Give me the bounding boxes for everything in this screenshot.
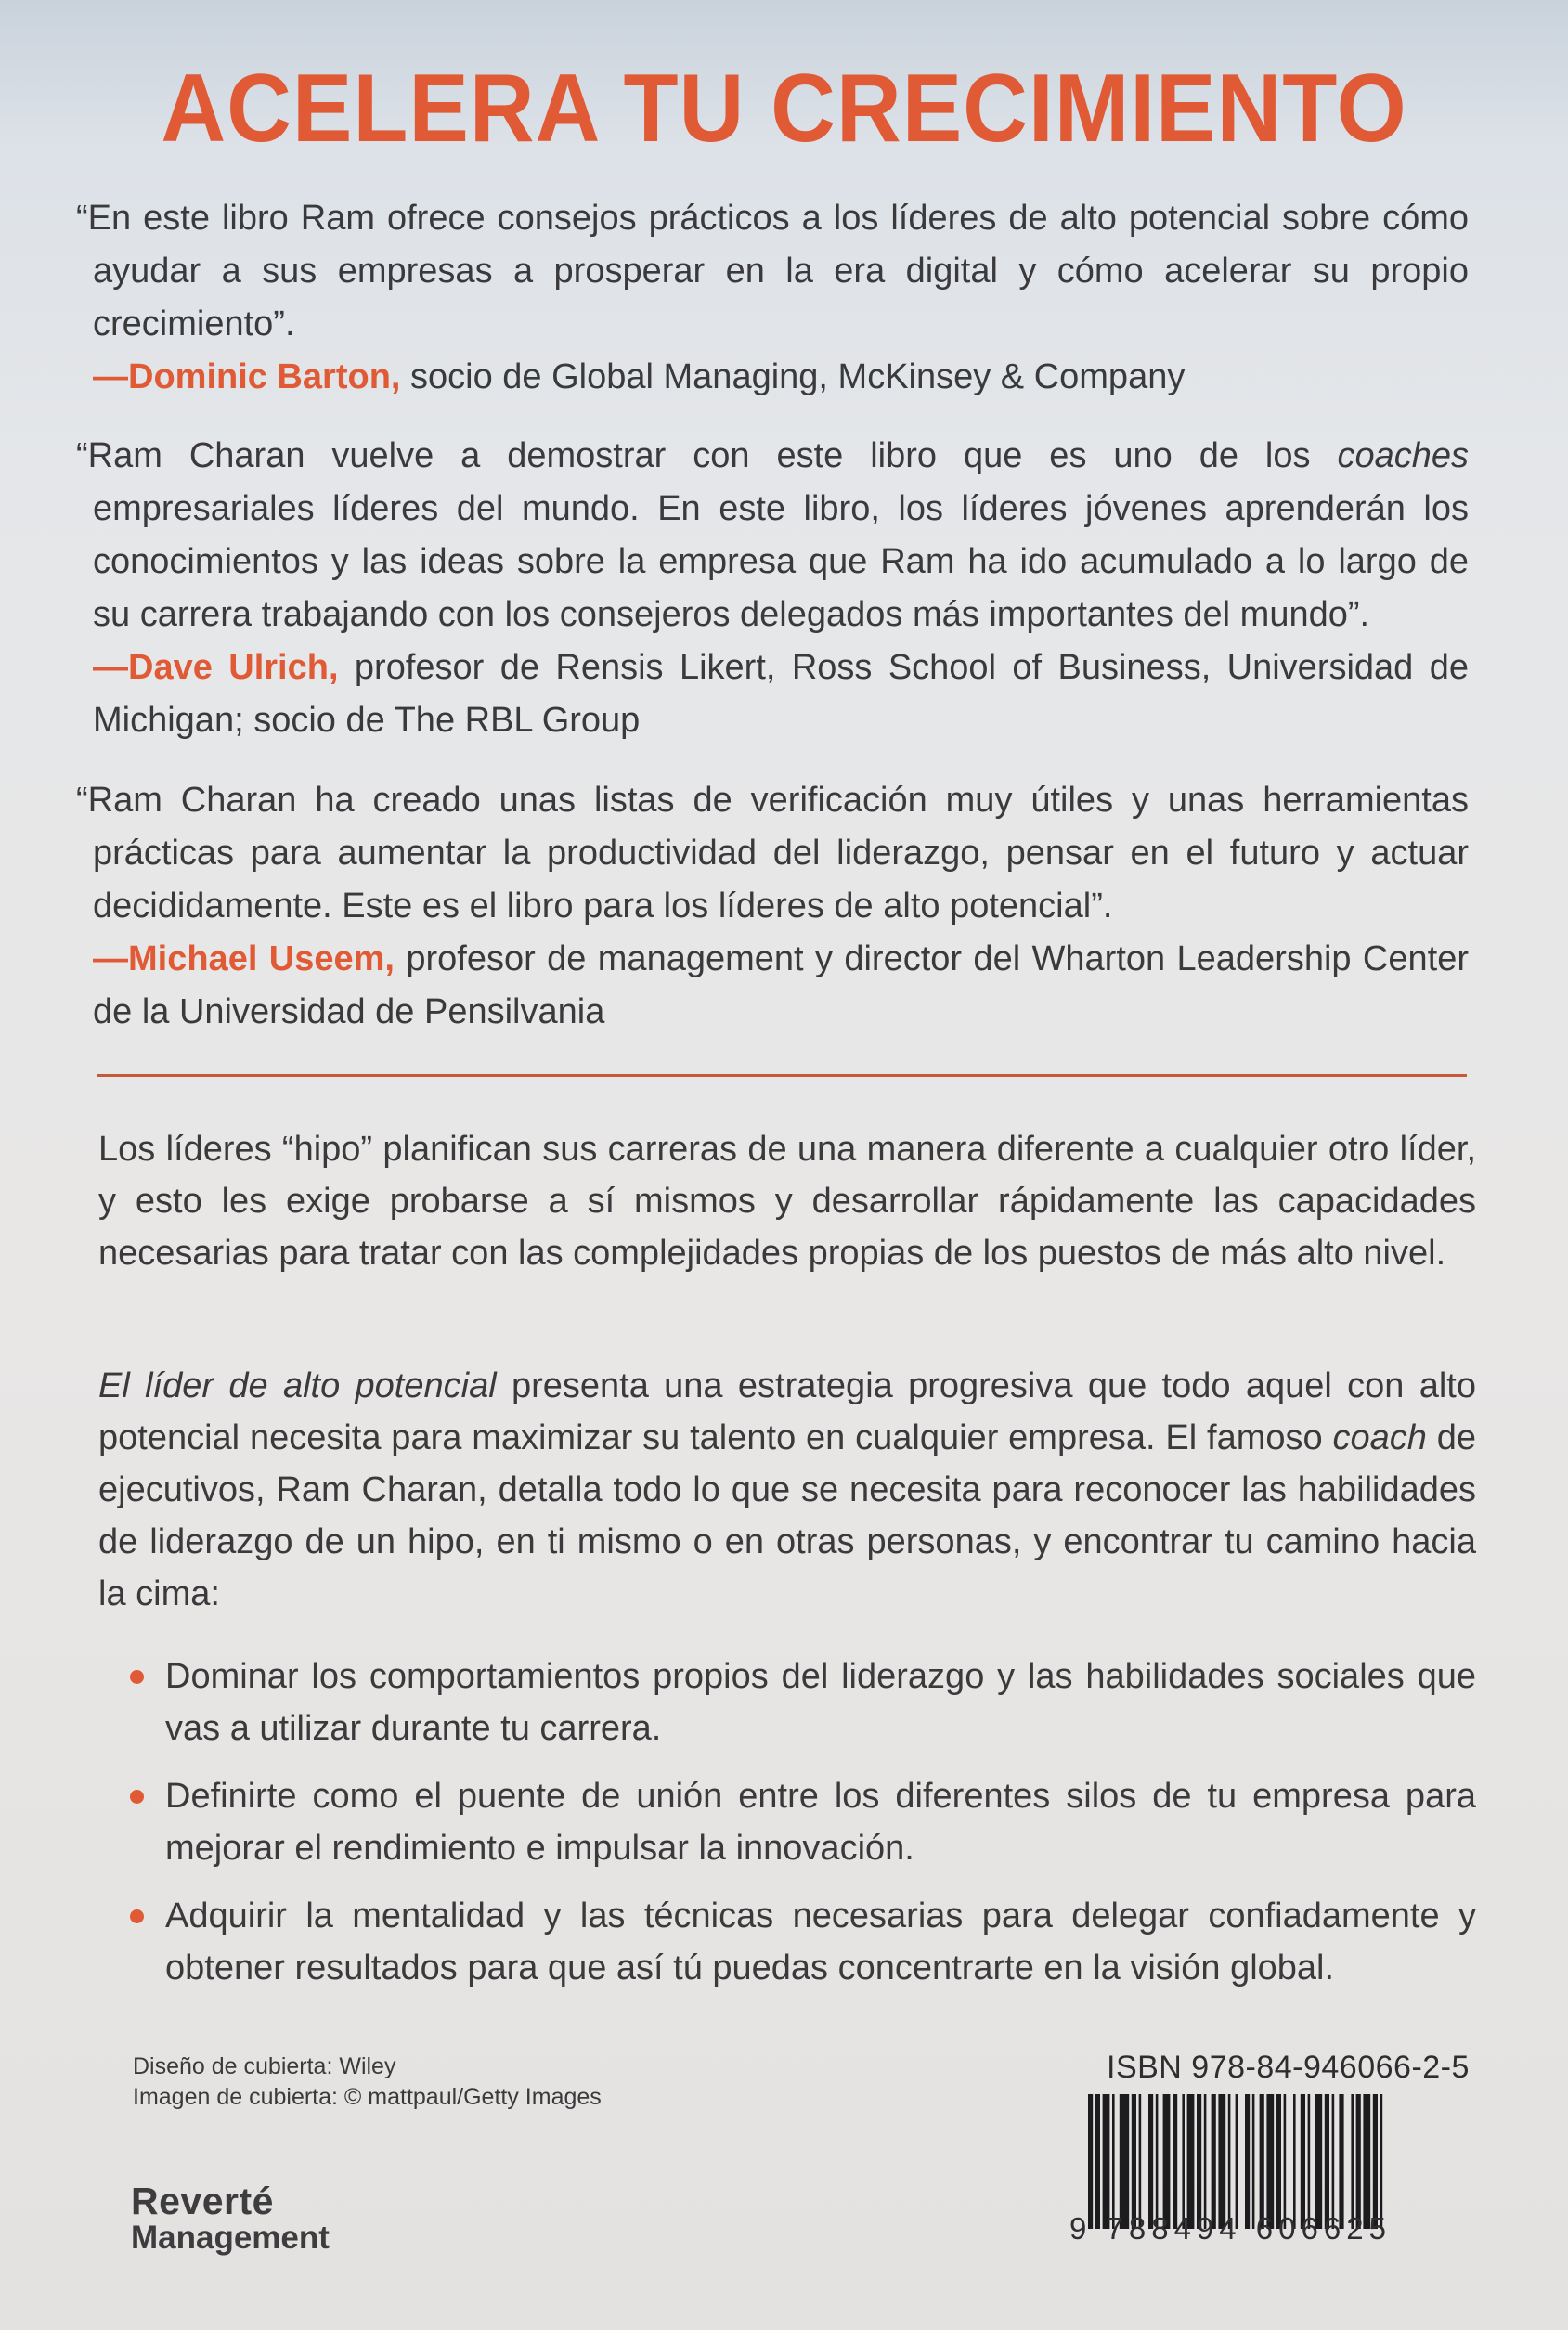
quote-text [76, 430, 1469, 641]
image-credit: Imagen de cubierta: © mattpaul/Getty Images [133, 2084, 602, 2110]
design-credit: Diseño de cubierta: Wiley [133, 2053, 396, 2079]
publisher-logo [131, 2181, 330, 2256]
quote-text-part: empresariales líderes del mundo. En este libro, los líderes jóvenes aprenderán los conocimientos y las ideas sobre la empresa que Ram ha ido acumulado a lo largo de su carrera trabajando con los consejeros delegados más importantes del mundo”. [93, 489, 1469, 634]
quote-attribution [76, 933, 1469, 1039]
back-cover-title: ACELERA TU CRECIMIENTO [161, 55, 1407, 162]
cover-credits [133, 2052, 602, 2113]
list-item [128, 1770, 1476, 1874]
quote-block-useem [76, 774, 1469, 1039]
italic-word: coach [1332, 1418, 1427, 1457]
quote-block-ulrich [76, 430, 1469, 747]
paragraph-text: presenta una estrategia progresiva que todo aquel con alto potencial necesita para maximizar su talento en cualquier empresa. El famoso [98, 1366, 1476, 1457]
barcode-digits: 9 788494 606625 [1069, 2211, 1392, 2246]
quote-text-part: “Ram Charan vuelve a demostrar con este libro que es uno de los [76, 436, 1338, 475]
bullet-dot-icon [130, 1790, 144, 1804]
benefit-list [128, 1650, 1476, 2010]
bullet-dot-icon [130, 1670, 144, 1684]
quote-italic-word: coaches [1337, 436, 1469, 475]
quote-affiliation: profesor de Rensis Likert, Ross School of Business, Universidad de Michigan; socio de The RBL Group [93, 648, 1469, 740]
quote-author: —Dave Ulrich, [93, 648, 339, 687]
barcode-icon [1088, 2094, 1482, 2229]
quote-author: —Michael Useem, [93, 939, 395, 978]
isbn-label: ISBN 978-84-946066-2-5 [1107, 2050, 1470, 2085]
book-title-italic: El líder de alto potencial [98, 1366, 497, 1405]
list-item-text: Adquirir la mentalidad y las técnicas necesarias para delegar confiadamente y obtener resultados para que así tú puedas concentrarte en la visión global. [165, 1896, 1476, 1987]
quote-affiliation: profesor de management y director del Wharton Leadership Center de la Universidad de Pensilvania [93, 939, 1469, 1031]
quote-author: —Dominic Barton, [93, 357, 401, 396]
quote-text: “En este libro Ram ofrece consejos prácticos a los líderes de alto potencial sobre cómo ayudar a sus empresas a prosperar en la era digital y cómo acelerar su propio crecimiento”. [76, 199, 1469, 343]
quote-attribution [76, 641, 1469, 747]
list-item-text: Definirte como el puente de unión entre los diferentes silos de tu empresa para mejorar el rendimiento e impulsar la innovación. [165, 1777, 1476, 1868]
publisher-imprint: Management [131, 2220, 330, 2256]
bullet-dot-icon [130, 1909, 144, 1923]
section-divider [97, 1074, 1467, 1077]
list-item [128, 1890, 1476, 1994]
publisher-name: Reverté [131, 2180, 274, 2222]
quote-block-barton [76, 192, 1469, 404]
quote-affiliation: socio de Global Managing, McKinsey & Company [400, 357, 1186, 396]
quote-text: “Ram Charan ha creado unas listas de verificación muy útiles y unas herramientas prácticas para aumentar la productividad del liderazgo, pensar en el futuro y actuar decididamente. Este es el libro para los líderes de alto potencial”. [76, 781, 1469, 926]
quote-attribution [76, 351, 1469, 404]
paragraph-text: de ejecutivos, Ram Charan, detalla todo lo que se necesita para reconocer las habilidades de liderazgo de un hipo, en ti mismo o en otras personas, y encontrar tu camino hacia la cima: [98, 1418, 1476, 1613]
description-paragraph-1: Los líderes “hipo” planifican sus carreras de una manera diferente a cualquier otro líder, y esto les exige probarse a sí mismos y desarrollar rápidamente las capacidades necesarias para tratar con las complejidades propias de los puestos de más alto nivel. [98, 1130, 1476, 1273]
list-item-text: Dominar los comportamientos propios del liderazgo y las habilidades sociales que vas a utilizar durante tu carrera. [165, 1657, 1476, 1748]
description-paragraph-2 [98, 1360, 1476, 1620]
list-item [128, 1650, 1476, 1754]
